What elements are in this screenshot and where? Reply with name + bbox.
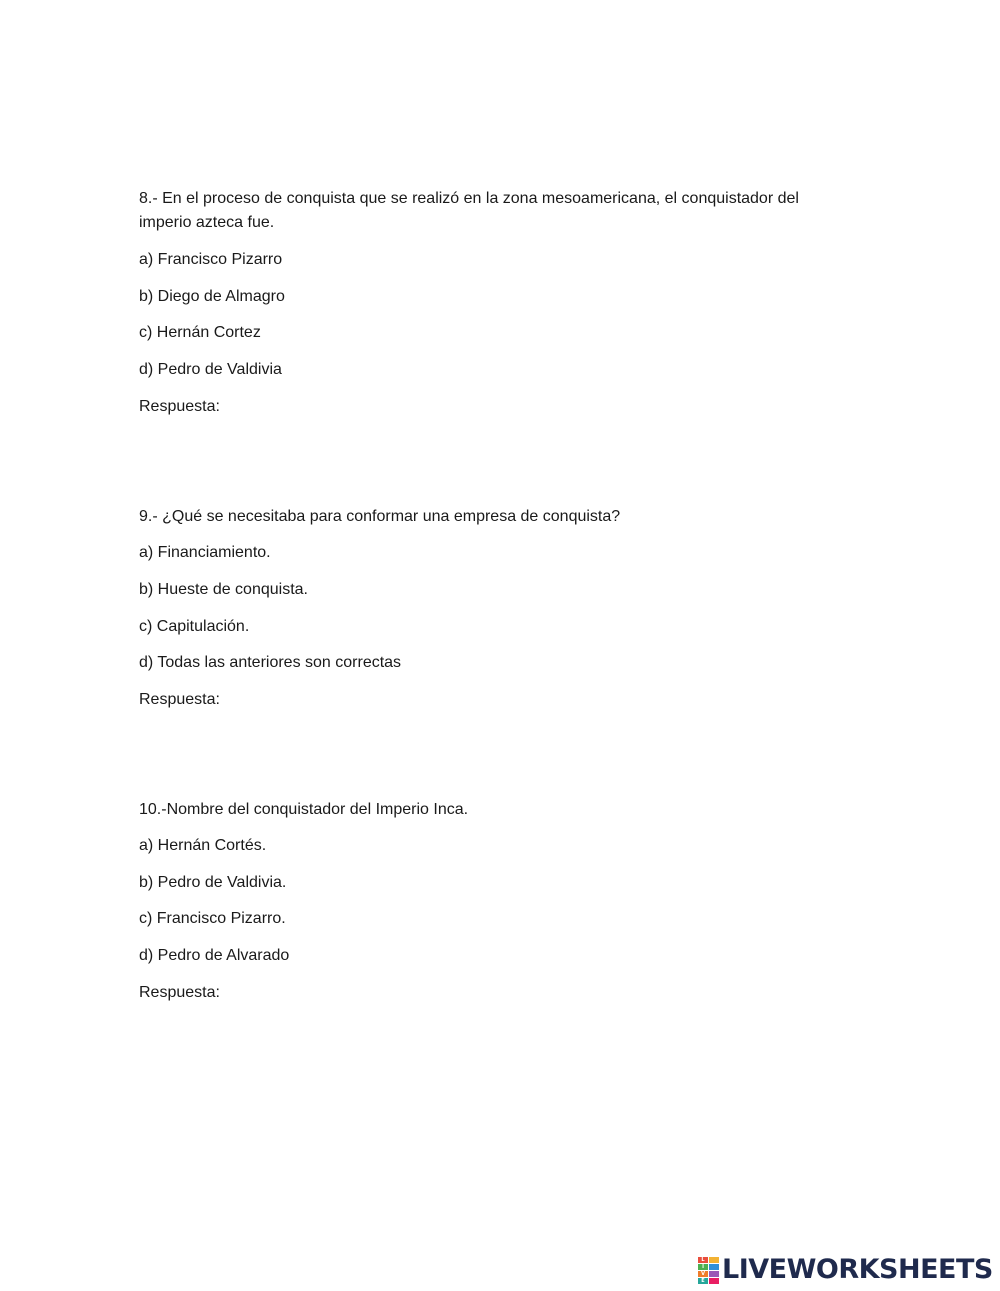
question-10-answer-label: Respuesta:	[139, 984, 220, 1001]
logo-badge-tile: V	[698, 1271, 708, 1277]
question-9-option-d: d) Todas las anteriores son correctas	[139, 654, 402, 671]
question-8-prompt: 8.- En el proceso de conquista que se realizó en la zona mesoamericana, el conquistador del imperio azteca fue.	[139, 190, 799, 231]
question-9-prompt: 9.- ¿Qué se necesitaba para conformar una empresa de conquista?	[139, 508, 621, 525]
logo-badge-tile: I	[698, 1264, 708, 1270]
question-10-option-d: d) Pedro de Alvarado	[139, 947, 290, 964]
question-9-option-b: b) Hueste de conquista.	[139, 581, 308, 598]
question-10-option-a: a) Hernán Cortés.	[139, 837, 267, 854]
logo-badge-tile	[709, 1257, 719, 1263]
logo-badge-tile	[709, 1271, 719, 1277]
question-9-answer-label: Respuesta:	[139, 691, 220, 708]
logo-badge-icon	[698, 1257, 719, 1284]
logo-badge-tile: E	[698, 1278, 708, 1284]
question-8-option-a: a) Francisco Pizarro	[139, 251, 283, 268]
question-8-option-b: b) Diego de Almagro	[139, 288, 285, 305]
logo-badge-tile	[709, 1264, 719, 1270]
question-10-option-b: b) Pedro de Valdivia.	[139, 874, 287, 891]
logo-text: LIVEWORKSHEETS	[722, 1254, 993, 1285]
liveworksheets-logo	[698, 1256, 993, 1284]
question-10-option-c: c) Francisco Pizarro.	[139, 910, 286, 927]
logo-badge-tile	[709, 1278, 719, 1284]
question-9-option-c: c) Capitulación.	[139, 618, 250, 635]
question-8-option-d: d) Pedro de Valdivia	[139, 361, 282, 378]
question-9-option-a: a) Financiamiento.	[139, 544, 271, 561]
question-10-prompt: 10.-Nombre del conquistador del Imperio Inca.	[139, 801, 469, 818]
logo-badge-tile: L	[698, 1257, 708, 1263]
question-8-answer-label: Respuesta:	[139, 398, 220, 415]
question-8-option-c: c) Hernán Cortez	[139, 324, 261, 341]
